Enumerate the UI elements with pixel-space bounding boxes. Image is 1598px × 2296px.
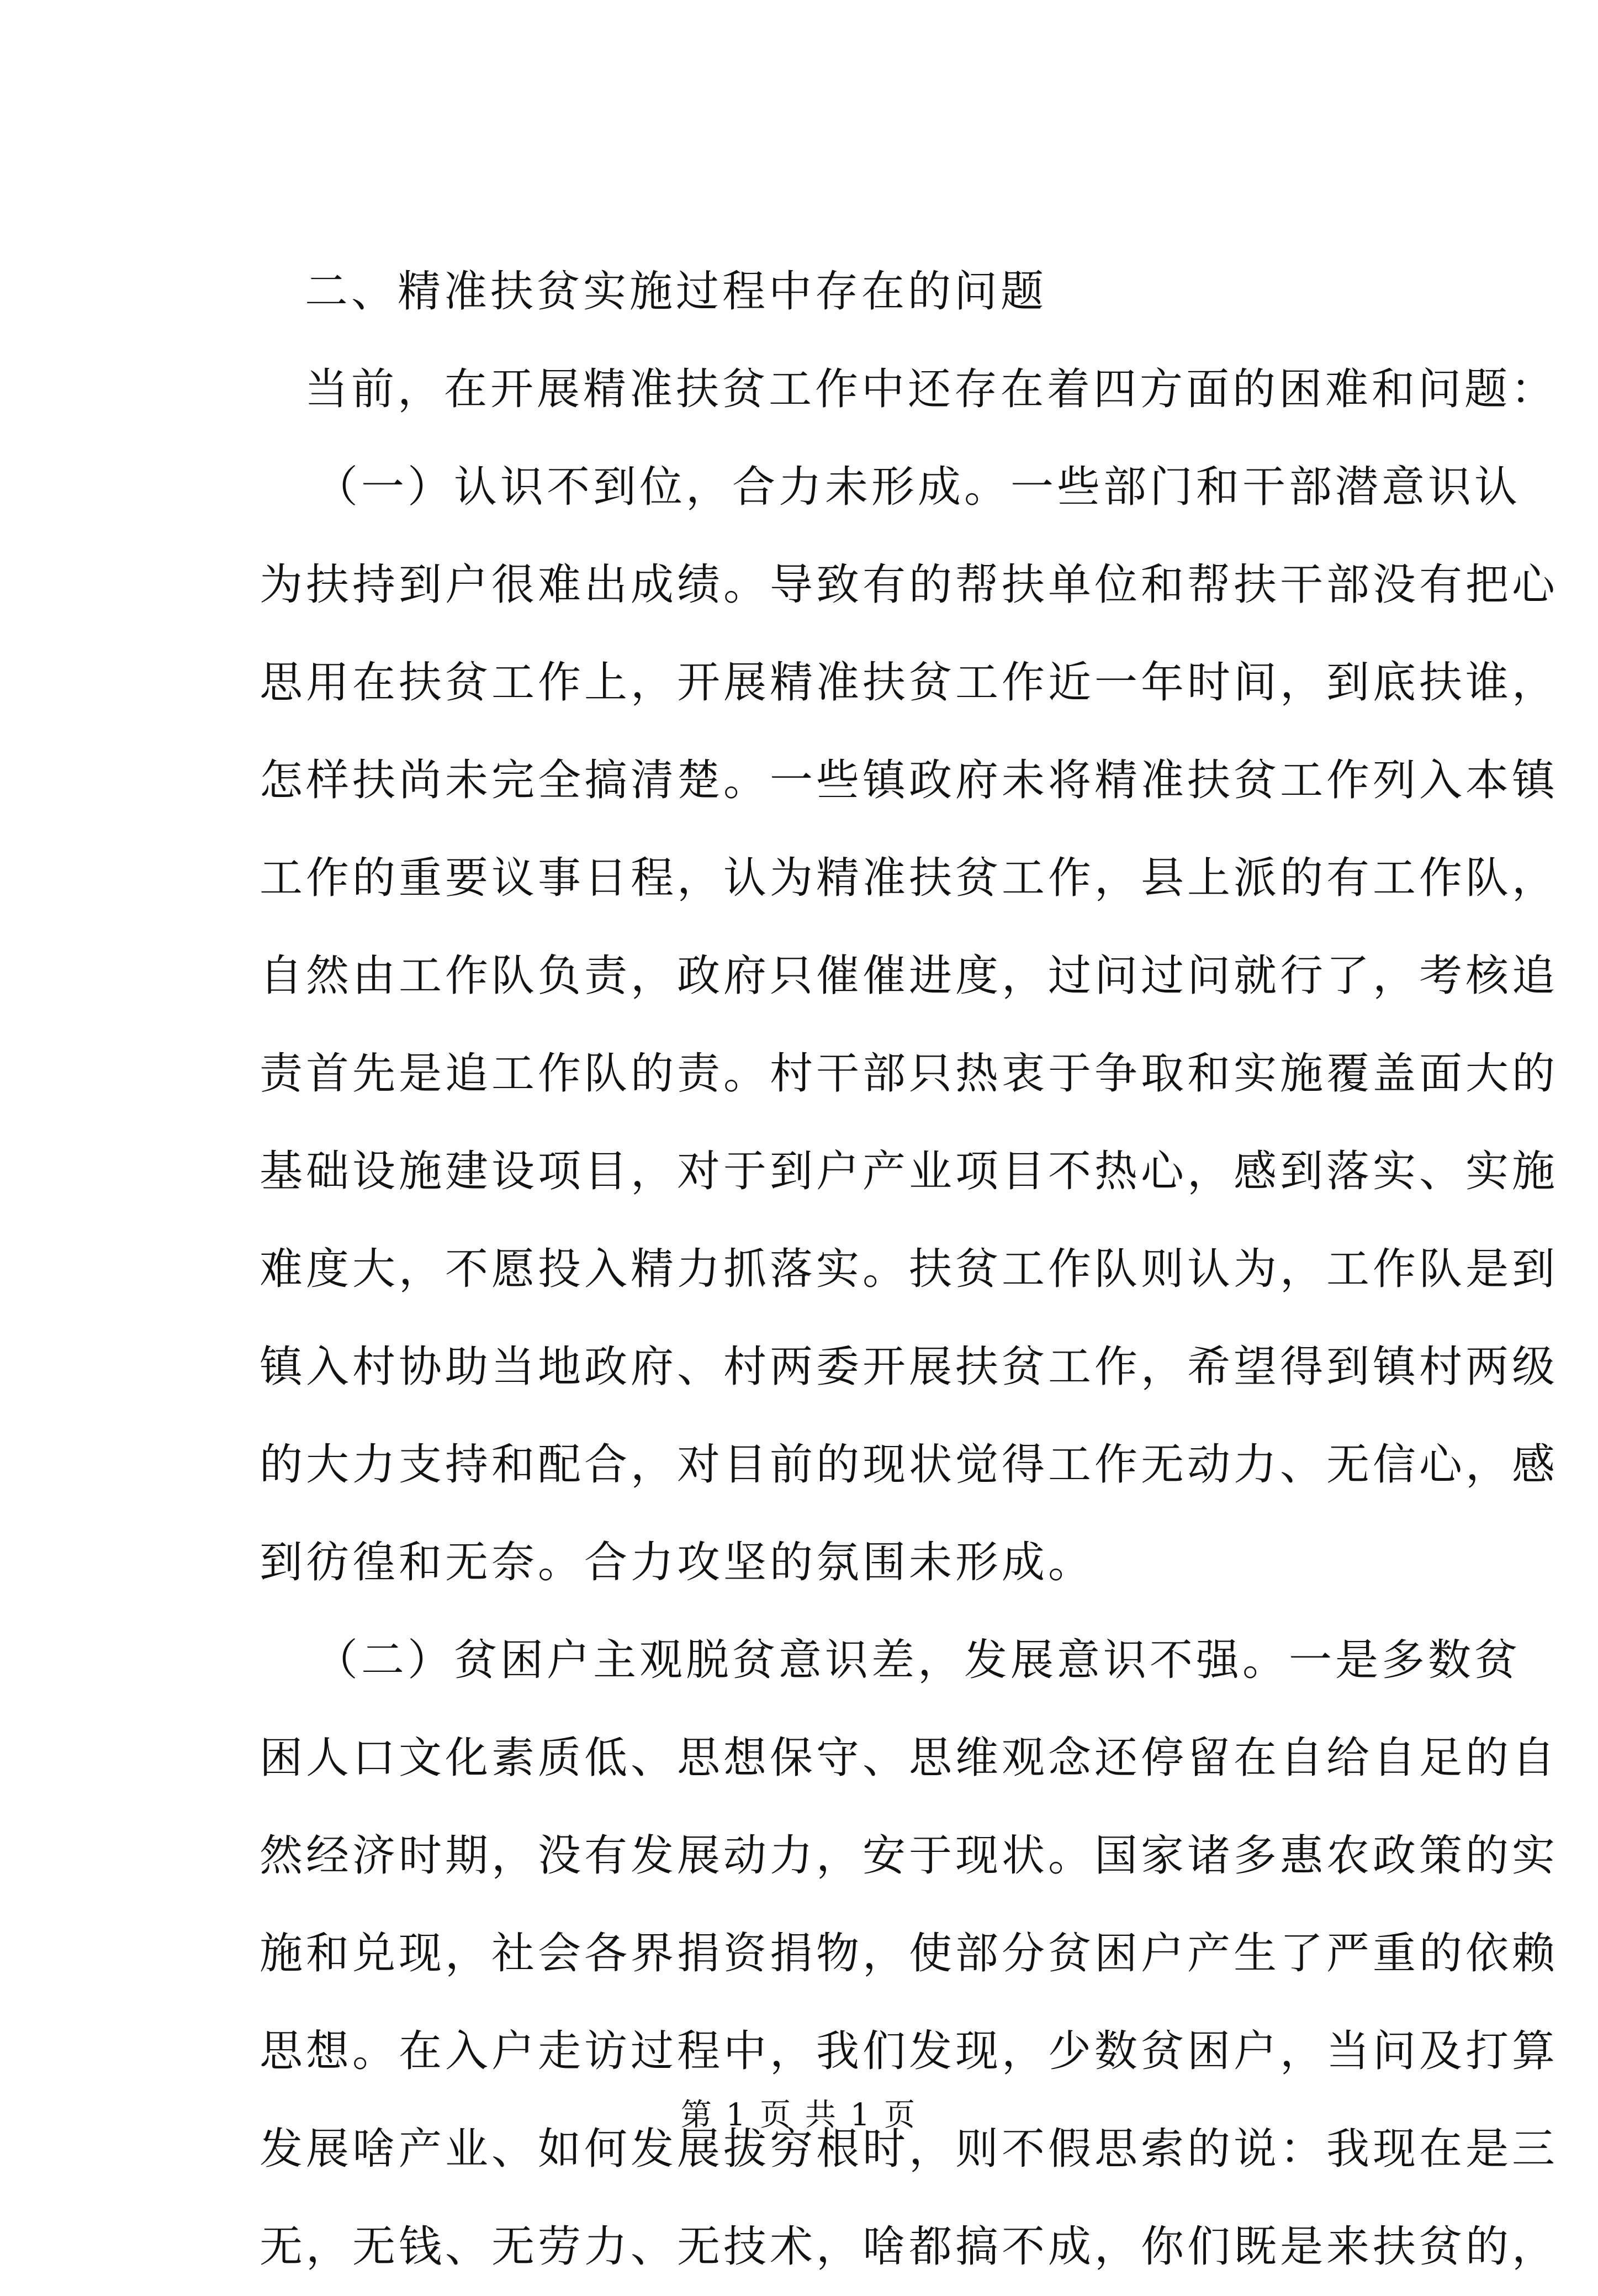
paragraph-line: 工作的重要议事日程，认为精准扶贫工作，县上派的有工作队，	[260, 853, 1559, 903]
paragraph-line: 难度大，不愿投入精力抓落实。扶贫工作队则认为，工作队是到	[260, 1244, 1559, 1294]
paragraph-line: （二）贫困户主观脱贫意识差，发展意识不强。一是多数贫	[315, 1635, 1521, 1685]
paragraph-line: 思用在扶贫工作上，开展精准扶贫工作近一年时间，到底扶谁，	[260, 658, 1559, 708]
paragraph-line: 自然由工作队负责，政府只催催进度，过问过问就行了，考核追	[260, 951, 1559, 1001]
section-heading: 二、精准扶贫实施过程中存在的问题	[305, 267, 1047, 316]
paragraph-line: 施和兑现，社会各界捐资捐物，使部分贫困户产生了严重的依赖	[260, 1929, 1559, 1978]
page-footer: 第 1 页 共 1 页	[680, 2097, 918, 2133]
document-body	[260, 243, 1559, 2296]
paragraph-line: 无，无钱、无劳力、无技术，啥都搞不成，你们既是来扶贫的，	[260, 2222, 1559, 2272]
paragraph-line: 思想。在入户走访过程中，我们发现，少数贫困户，当问及打算	[260, 2026, 1559, 2076]
paragraph-line: 怎样扶尚未完全搞清楚。一些镇政府未将精准扶贫工作列入本镇	[260, 756, 1559, 805]
paragraph-line: 的大力支持和配合，对目前的现状觉得工作无动力、无信心，感	[260, 1440, 1559, 1490]
paragraph-line: （一）认识不到位，合力未形成。一些部门和干部潜意识认	[315, 462, 1521, 512]
paragraph-line: 当前，在开展精准扶贫工作中还存在着四方面的困难和问题：	[305, 365, 1558, 414]
paragraph-line: 发展啥产业、如何发展拔穷根时，则不假思索的说：我现在是三	[260, 2124, 1559, 2174]
paragraph-line: 为扶持到户很难出成绩。导致有的帮扶单位和帮扶干部没有把心	[260, 560, 1559, 610]
paragraph-line: 基础设施建设项目，对于到户产业项目不热心，感到落实、实施	[260, 1147, 1559, 1196]
paragraph-line: 到彷徨和无奈。合力攻坚的氛围未形成。	[260, 1538, 1095, 1587]
paragraph-line: 然经济时期，没有发展动力，安于现状。国家诸多惠农政策的实	[260, 1831, 1559, 1881]
paragraph-line: 困人口文化素质低、思想保守、思维观念还停留在自给自足的自	[260, 1733, 1559, 1783]
paragraph-line: 责首先是追工作队的责。村干部只热衷于争取和实施覆盖面大的	[260, 1049, 1559, 1099]
paragraph-line: 镇入村协助当地政府、村两委开展扶贫工作，希望得到镇村两级	[260, 1342, 1559, 1392]
